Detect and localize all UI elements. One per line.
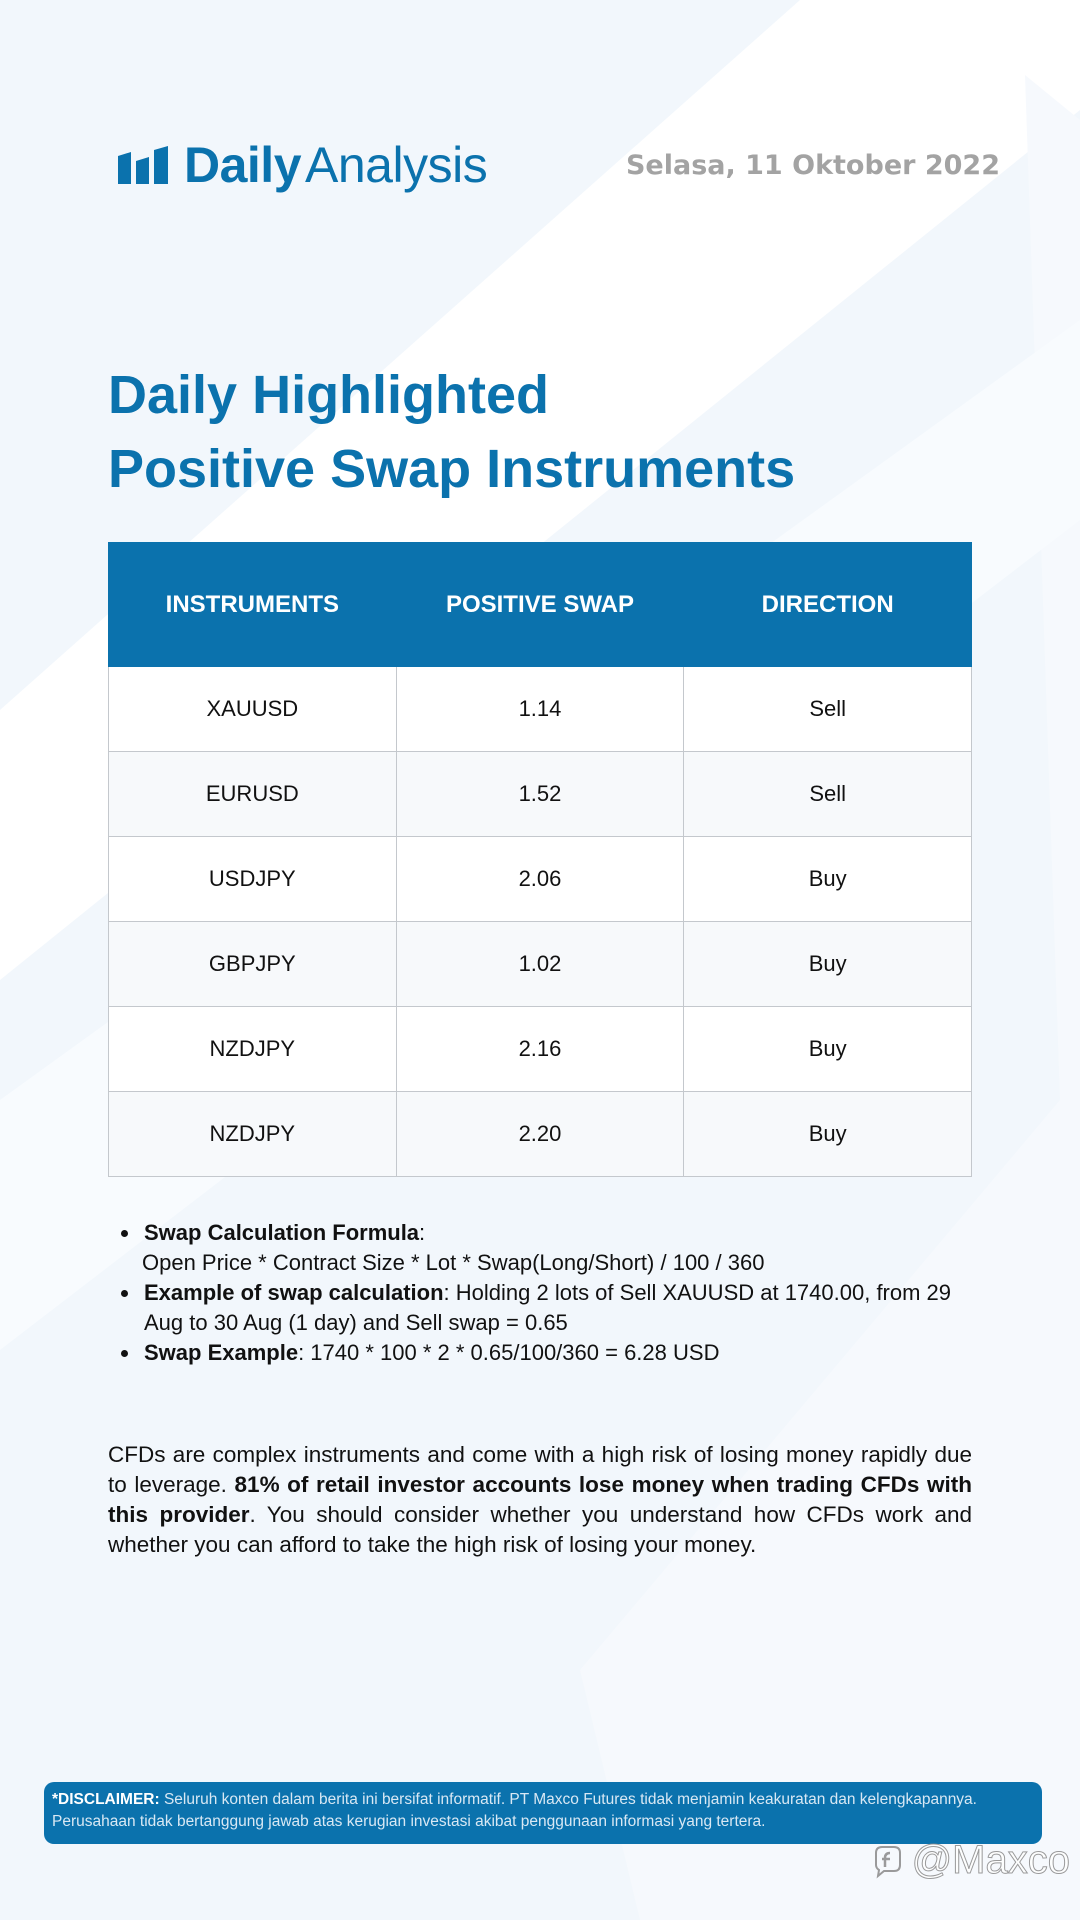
risk-text-bold: 81% of retail investor accounts lose money when trading CFDs with this provider (108, 1472, 973, 1527)
logo-text (184, 136, 487, 194)
swap-cell: 2.20 (396, 1092, 684, 1177)
risk-text-part-2: . You should consider whether you understand how CFDs work and whether you can afford to take the high risk of losing your money. (108, 1502, 972, 1557)
column-header-direction: DIRECTION (684, 543, 972, 667)
logo-word-light: Analysis (305, 137, 488, 193)
social-logo-icon (870, 1843, 906, 1879)
table-row (109, 752, 972, 837)
table-header-row (109, 543, 972, 667)
risk-warning (108, 1440, 972, 1560)
instrument-cell: GBPJPY (109, 922, 397, 1007)
table-row (109, 922, 972, 1007)
column-header-instruments: INSTRUMENTS (109, 543, 397, 667)
table-row (109, 1007, 972, 1092)
swap-cell: 2.16 (396, 1007, 684, 1092)
direction-cell: Buy (684, 1092, 972, 1177)
logo (118, 136, 487, 194)
watermark (870, 1838, 1070, 1883)
date-label: Selasa, 11 Oktober 2022 (625, 150, 1000, 181)
instrument-cell: EURUSD (109, 752, 397, 837)
swap-cell: 2.06 (396, 837, 684, 922)
list-item (108, 1338, 978, 1368)
direction-cell: Buy (684, 837, 972, 922)
instrument-cell: NZDJPY (109, 1007, 397, 1092)
swap-cell: 1.52 (396, 752, 684, 837)
note-text: Open Price * Contract Size * Lot * Swap(Long/Short) / 100 / 360 (142, 1250, 765, 1275)
swap-notes (108, 1218, 978, 1368)
instrument-cell: XAUUSD (109, 667, 397, 752)
disclaimer-box (44, 1782, 1042, 1844)
disclaimer-text: Seluruh konten dalam berita ini bersifat informatif. PT Maxco Futures tidak menjamin keakuratan dan kelengkapannya. Perusahaan tidak bertanggung jawab atas kerugian investasi akibat penggunaan informasi yang tertera. (52, 1791, 977, 1830)
risk-text-part-1: CFDs are complex instruments and come with a high risk of losing money rapidly due to leverage. (108, 1442, 972, 1497)
watermark-text: @Maxco (911, 1838, 1070, 1882)
note-separator: : (419, 1220, 426, 1245)
note-text: : Holding 2 lots of Sell XAUUSD at 1740.00, from 29 Aug to 30 Aug (1 day) and Sell swap = 0.65 (144, 1280, 952, 1335)
instrument-cell: USDJPY (109, 837, 397, 922)
direction-cell: Sell (684, 667, 972, 752)
direction-cell: Buy (684, 1007, 972, 1092)
swap-cell: 1.14 (396, 667, 684, 752)
bar-chart-icon (118, 146, 170, 184)
list-item (108, 1278, 978, 1338)
swap-table (108, 542, 972, 1177)
page-title-line-1: Daily Highlighted (108, 365, 550, 425)
page-title-line-2: Positive Swap Instruments (108, 439, 796, 499)
note-label: Swap Calculation Formula (144, 1220, 420, 1245)
note-text: : 1740 * 100 * 2 * 0.65/100/360 = 6.28 USD (298, 1340, 720, 1365)
logo-word-bold: Daily (184, 137, 302, 193)
direction-cell: Buy (684, 922, 972, 1007)
table-row (109, 667, 972, 752)
column-header-positive-swap: POSITIVE SWAP (396, 543, 684, 667)
swap-cell: 1.02 (396, 922, 684, 1007)
table-row (109, 837, 972, 922)
instrument-cell: NZDJPY (109, 1092, 397, 1177)
note-label: Example of swap calculation (144, 1280, 444, 1305)
note-label: Swap Example (144, 1340, 299, 1365)
list-item (108, 1218, 978, 1278)
direction-cell: Sell (684, 752, 972, 837)
disclaimer-label: *DISCLAIMER: (52, 1791, 160, 1808)
table-row (109, 1092, 972, 1177)
page-title (108, 358, 795, 506)
